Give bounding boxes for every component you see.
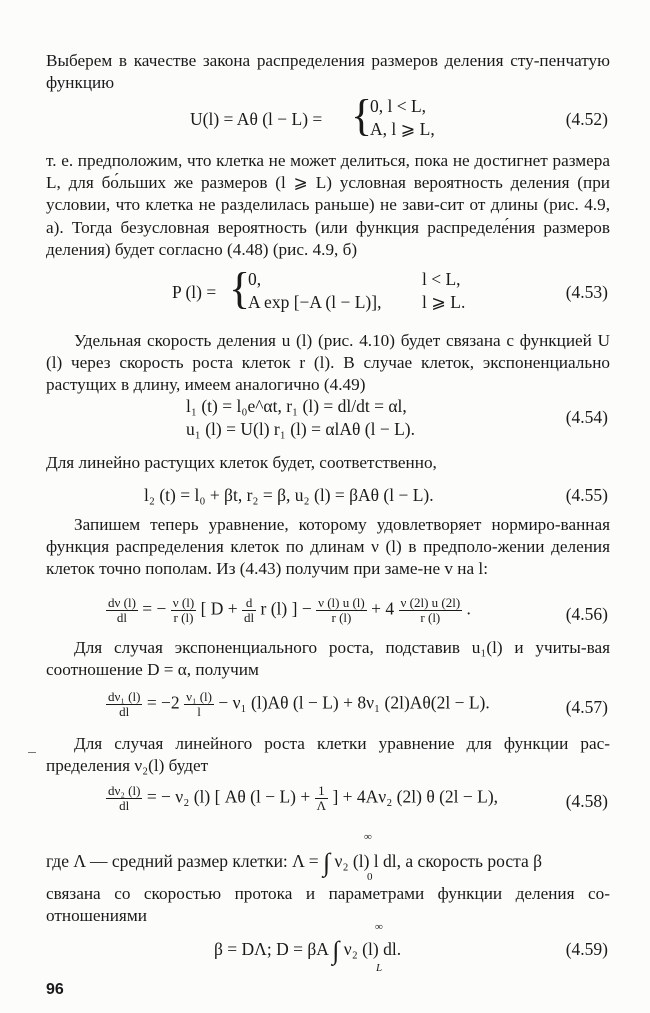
equation-4-52-cases (370, 95, 435, 141)
equation-number-4-52: (4.52) (565, 109, 608, 129)
paragraph-equation-intro: Запишем теперь уравнение, которому удовлетворяет нормиро-ванная функция распределения клеток по длинам ν (l) в предполо-жении деления клеток точно пополам. Из (4.43) получим при заме-не v на l: (46, 515, 610, 579)
equation-number-4-58: (4.58) (565, 791, 608, 811)
fraction-dnu2-dl: $\frac{\text{dν₂ (l)}}{dl}$ (108, 783, 141, 813)
case-1-cond: l < L, (422, 269, 461, 289)
fraction-nu-r: $\frac{\nu (l)}{r (l)}$ (172, 595, 195, 625)
brace-4-52: { (351, 91, 373, 140)
page-number: 96 (46, 981, 64, 998)
case-2-cond: l ⩾ L. (422, 292, 466, 312)
integral-sign-2: ∫ (332, 935, 340, 965)
equation-number-4-53: (4.53) (565, 282, 608, 302)
case-2-value: A exp [−A (l − L)], (248, 292, 382, 312)
equation-number-4-56: (4.56) (565, 604, 608, 624)
fraction-dnu1-dl: $\frac{\text{dν₁ (l)}}{dl}$ (108, 689, 141, 719)
integral2-lower-limit: L (376, 962, 383, 974)
equation-4-54-line2: u₁ (l) = U(l) r₁ (l) = αlAθ (l − L). (186, 419, 415, 439)
fraction-nu2l-u2l-r: $\frac{\nu (2l) u (2l)}{r (l)}$ (400, 595, 461, 625)
fraction-dnu-dl: $\frac{d\nu (l)}{dl}$ (108, 595, 136, 625)
integral-sign: ∫ (323, 847, 331, 877)
case-2: A, l ⩾ L, (370, 119, 435, 139)
equation-number-4-54: (4.54) (565, 407, 608, 427)
equation-4-58: $\frac{\text{dν₂ (l)}}{dl}$ = − ν₂ (l) [ Aθ (l − L) + $\frac{1}{\Lambda}$ ] + 4Aν₂ (2l) θ (2l − L), (108, 783, 499, 813)
fraction-d-dl: $\frac{d}{dl}$ (244, 595, 255, 625)
equation-4-57: $\frac{\text{dν₁ (l)}}{dl}$ = −2 $\frac{\text{ν₁ (l)}}{l}$ − ν₁ (l)Aθ (l − L) + 8ν₁ (2l)Aθ(2l − L). (108, 689, 490, 719)
paragraph-definition: т. е. предположим, что клетка не может делиться, пока не достигнет размера L, для бо́льших же размеров (l ⩾ L) условная вероятность деления (при условии, что клетка не разделилась раньше) не зави-сит от длины (рис. 4.9, а). Тогда безусловная вероятность (или функция распределе́ния размеров деления) будет согласно (4.48) (рис. 4.9, б) (46, 151, 610, 259)
case-1-value: 0, (248, 269, 262, 289)
equation-4-53-cases (248, 268, 478, 314)
equation-4-53-lhs: P (l) = (172, 282, 217, 302)
paragraph-division-rate: Удельная скорость деления u (l) (рис. 4.10) будет связана с функцией U (l) через скорость роста клеток r (l). В случае клеток, экспоненциально растущих в длину, имеем аналогично (4.49) (46, 331, 610, 395)
paragraph-relations: связана со скоростью протока и параметрами функции деления со-отношениями (46, 884, 610, 926)
integral-lower-limit: 0 (367, 871, 373, 883)
integral-upper-limit: ∞ (364, 831, 372, 843)
case-1: 0, l < L, (370, 96, 427, 116)
equation-4-55: l₂ (t) = l₀ + βt, r₂ = β, u₂ (l) = βAθ (l − L). (144, 485, 434, 505)
equation-4-56: $\frac{d\nu (l)}{dl}$ = − $\frac{\nu (l)}{r (l)}$ [ D + $\frac{d}{dl}$ r (l) ] − $\frac{\nu (l) u (l)}{r (l)}$ + 4 $\frac{\nu (2l) u (2l)}{r (l)}$ . (108, 595, 471, 625)
equation-4-52-lhs: U(l) = Aθ (l − L) = (190, 109, 323, 129)
brace-4-53: { (229, 264, 251, 313)
paragraph-linear: Для линейно растущих клеток будет, соответственно, (46, 453, 437, 472)
fraction-nu-u-r: $\frac{\nu (l) u (l)}{r (l)}$ (318, 595, 365, 625)
margin-mark (28, 752, 36, 753)
integral2-upper-limit: ∞ (375, 921, 383, 933)
paragraph-exponential: Для случая экспоненциального роста, подставив u₁(l) и учиты-вая соотношение D = α, получим (46, 638, 610, 680)
fraction-1-lambda: $\frac{1}{\Lambda}$ (316, 783, 327, 813)
fraction-nu1-l: $\frac{\text{ν₁ (l)}}{l}$ (186, 689, 212, 719)
equation-4-59: β = DΛ; D = βA ∫ ν₂ (l) dl. (214, 935, 402, 965)
lambda-definition: где Λ — средний размер клетки: Λ = ∫ ν₂ (l) l dl, а скорость роста β (46, 847, 543, 877)
equation-number-4-57: (4.57) (565, 697, 608, 717)
paragraph-linear-growth: Для случая линейного роста клетки уравнение для функции рас-пределения ν₂(l) будет (46, 734, 610, 776)
equation-4-54-line1: l₁ (t) = l₀e^αt, r₁ (l) = dl/dt = αl, (186, 396, 407, 416)
equation-number-4-55: (4.55) (565, 485, 608, 505)
paragraph-intro: Выберем в качестве закона распределения размеров деления сту-пенчатую функцию (46, 51, 610, 93)
equation-number-4-59: (4.59) (565, 939, 608, 959)
